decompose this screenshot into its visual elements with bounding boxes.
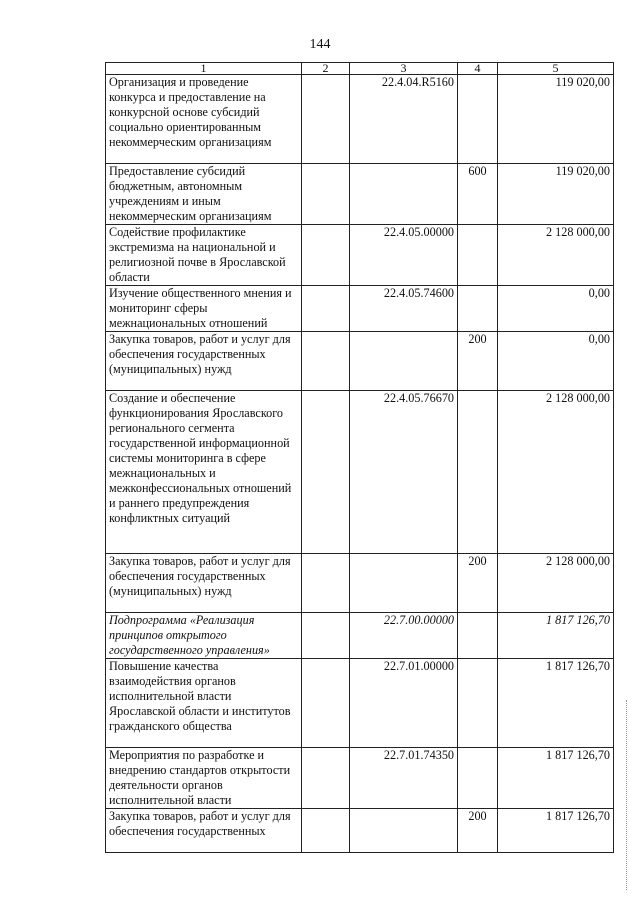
row-code: 22.4.04.R5160	[350, 75, 458, 164]
row-type: 200	[458, 554, 498, 613]
row-amount: 2 128 000,00	[498, 391, 614, 554]
row-type: 200	[458, 332, 498, 391]
row-col2	[302, 164, 350, 225]
row-col2	[302, 332, 350, 391]
row-type	[458, 748, 498, 809]
row-type: 600	[458, 164, 498, 225]
table-row-subprogram	[106, 613, 614, 659]
row-amount: 119 020,00	[498, 75, 614, 164]
row-code	[350, 809, 458, 853]
column-header: 2	[302, 63, 350, 75]
table-row	[106, 225, 614, 286]
row-amount: 1 817 126,70	[498, 748, 614, 809]
column-header: 3	[350, 63, 458, 75]
row-col2	[302, 659, 350, 748]
table-row	[106, 554, 614, 613]
row-col2	[302, 286, 350, 332]
scan-edge-mark	[626, 700, 630, 890]
row-col2	[302, 554, 350, 613]
row-code: 22.7.01.00000	[350, 659, 458, 748]
row-code	[350, 332, 458, 391]
row-amount: 2 128 000,00	[498, 225, 614, 286]
row-name: Изучение общественного мнения и мониторинг сферы межнациональных отношений	[106, 286, 302, 332]
row-col2	[302, 613, 350, 659]
row-col2	[302, 809, 350, 853]
row-col2	[302, 748, 350, 809]
row-code: 22.7.00.00000	[350, 613, 458, 659]
row-type	[458, 286, 498, 332]
table-row	[106, 75, 614, 164]
row-amount: 0,00	[498, 332, 614, 391]
table-row	[106, 164, 614, 225]
row-code: 22.4.05.74600	[350, 286, 458, 332]
row-type	[458, 659, 498, 748]
row-name: Предоставление субсидий бюджетным, автономным учреждениям и иным некоммерческим организациям	[106, 164, 302, 225]
row-name: Мероприятия по разработке и внедрению стандартов открытости деятельности органов исполнительной власти	[106, 748, 302, 809]
budget-table	[105, 62, 614, 853]
row-amount: 119 020,00	[498, 164, 614, 225]
row-name: Создание и обеспечение функционирования Ярославского регионального сегмента государственной информационной системы мониторинга в сфере межнациональных и межконфессиональных отношений и раннего предупреждения конфликтных ситуаций	[106, 391, 302, 554]
row-name: Организация и проведение конкурса и предоставление на конкурсной основе субсидий социально ориентированным некоммерческим организациям	[106, 75, 302, 164]
row-type	[458, 391, 498, 554]
row-amount: 1 817 126,70	[498, 659, 614, 748]
row-name: Подпрограмма «Реализация принципов открытого государственного управления»	[106, 613, 302, 659]
row-amount: 2 128 000,00	[498, 554, 614, 613]
table-row	[106, 748, 614, 809]
row-code: 22.4.05.76670	[350, 391, 458, 554]
row-name: Закупка товаров, работ и услуг для обеспечения государственных	[106, 809, 302, 853]
row-name: Повышение качества взаимодействия органов исполнительной власти Ярославской области и институтов гражданского общества	[106, 659, 302, 748]
row-col2	[302, 75, 350, 164]
row-type	[458, 225, 498, 286]
row-col2	[302, 225, 350, 286]
row-name: Содействие профилактике экстремизма на национальной и религиозной почве в Ярославской области	[106, 225, 302, 286]
page-number: 144	[309, 37, 331, 52]
row-type	[458, 613, 498, 659]
row-code: 22.7.01.74350	[350, 748, 458, 809]
table-row	[106, 286, 614, 332]
row-col2	[302, 391, 350, 554]
row-type: 200	[458, 809, 498, 853]
row-code	[350, 164, 458, 225]
table-row	[106, 332, 614, 391]
column-header: 1	[106, 63, 302, 75]
table-row	[106, 391, 614, 554]
table-row	[106, 809, 614, 853]
row-amount: 1 817 126,70	[498, 613, 614, 659]
row-type	[458, 75, 498, 164]
table-row	[106, 659, 614, 748]
row-code	[350, 554, 458, 613]
column-header: 5	[498, 63, 614, 75]
row-amount: 1 817 126,70	[498, 809, 614, 853]
table-header-row	[106, 63, 614, 75]
row-name: Закупка товаров, работ и услуг для обеспечения государственных (муниципальных) нужд	[106, 554, 302, 613]
column-header: 4	[458, 63, 498, 75]
row-amount: 0,00	[498, 286, 614, 332]
row-name: Закупка товаров, работ и услуг для обеспечения государственных (муниципальных) нужд	[106, 332, 302, 391]
row-code: 22.4.05.00000	[350, 225, 458, 286]
